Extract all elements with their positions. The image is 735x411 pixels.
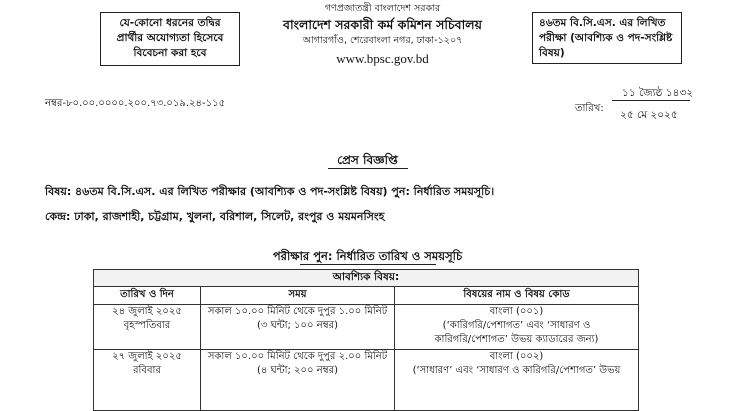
- website-link[interactable]: www.bpsc.gov.bd: [336, 51, 429, 66]
- exam-time: সকাল ১০.০০ মিনিট থেকে দুপুর ২.০০ মিনিট: [207, 351, 388, 362]
- col-header-subject: বিষয়ের নাম ও বিষয় কোড: [395, 287, 639, 305]
- subject-cell: [395, 350, 639, 411]
- subject-note: (‘সাধারণ’ এবং ‘সাধারণ ও কারিগরি/পেশাগত’ উভয়: [412, 365, 621, 376]
- date-cell: [94, 305, 201, 350]
- memo-number: নম্বর-৮০.০০.০০০০.২০০.৭৩.০১৯.২৪-১১৫: [45, 98, 226, 109]
- section-row: [94, 270, 639, 287]
- exam-schedule-table: [93, 269, 639, 411]
- schedule-underline: [300, 264, 436, 265]
- time-cell: [201, 350, 395, 411]
- exam-title-line: বিষয়): [539, 47, 565, 59]
- title-underline: [328, 168, 408, 169]
- table-row: [94, 350, 639, 411]
- date-gregorian: ২৫ মে ২০২৫: [620, 109, 678, 121]
- exam-duration: (৩ ঘন্টা; ১০০ নম্বর): [256, 320, 338, 331]
- subject-note: কারিগরি/পেশাগত’ উভয় ক্যাডারের জন্য): [434, 334, 599, 345]
- exam-time: সকাল ১০.০০ মিনিট থেকে দুপুর ১.০০ মিনিট: [207, 306, 388, 317]
- notice-line: যে-কোনো ধরনের তদ্বির: [119, 17, 221, 29]
- organization-address: আগারগাঁও, শেরেবাংলা নগর, ঢাকা-১২০৭: [302, 35, 463, 46]
- table-row: [94, 305, 639, 350]
- exam-date: ২৪ জুলাই ২০২৫: [112, 306, 182, 317]
- notice-line: বিবেচনা করা হবে: [133, 47, 207, 59]
- exam-title-line: পরীক্ষা (আবশ্যিক ও পদ-সংশ্লিষ্ট: [539, 32, 673, 44]
- exam-title-line: ৪৬তম বি.সি.এস. এর লিখিত: [539, 17, 666, 29]
- organization-name: বাংলাদেশ সরকারী কর্ম কমিশন সচিবালয়: [283, 17, 482, 32]
- subject-name: বাংলা (০০২): [489, 351, 544, 362]
- col-header-time: সময়: [201, 287, 395, 305]
- subject-note: (‘কারিগরি/পেশাগত’ এবং ‘সাধারণ ও: [442, 320, 591, 331]
- exam-title-box: [532, 12, 682, 64]
- exam-centers: কেন্দ্র: ঢাকা, রাজশাহী, চট্টগ্রাম, খুলনা, বরিশাল, সিলেট, রংপুর ও ময়মনসিংহ: [45, 210, 385, 223]
- notice-line: প্রার্থীর অযোগ্যতা হিসেবে: [116, 32, 224, 44]
- exam-day: রবিবার: [133, 365, 161, 376]
- exam-date: ২৭ জুলাই ২০২৫: [112, 351, 182, 362]
- subject-line: বিষয়: ৪৬তম বি.সি.এস. এর লিখিত পরীক্ষার (আবশ্যিক ও পদ-সংশ্লিষ্ট বিষয়) পুন: নির্ধারিত সময়সূচি।: [45, 185, 495, 198]
- time-cell: [201, 305, 395, 350]
- government-name: গণপ্রজাতন্ত্রী বাংলাদেশ সরকার: [324, 3, 441, 14]
- exam-duration: (৪ ঘন্টা; ২০০ নম্বর): [256, 365, 338, 376]
- date-divider: [612, 100, 690, 101]
- col-header-date: তারিখ ও দিন: [94, 287, 201, 305]
- disqualification-notice-box: [100, 12, 240, 66]
- subject-name: বাংলা (০০১): [489, 306, 544, 317]
- date-label: তারিখ:: [575, 103, 604, 114]
- date-cell: [94, 350, 201, 411]
- header-row: [94, 287, 639, 305]
- date-bangla: ১১ জ্যৈষ্ঠ ১৪৩২: [622, 87, 694, 99]
- section-heading: আবশ্যিক বিষয়:: [94, 270, 639, 287]
- schedule-title: পরীক্ষার পুন: নির্ধারিত তারিখ ও সময়সূচি: [272, 249, 463, 263]
- subject-cell: [395, 305, 639, 350]
- letterhead: [250, 2, 515, 70]
- press-release-title: প্রেস বিজ্ঞপ্তি: [337, 153, 398, 167]
- exam-day: বৃহস্পতিবার: [123, 320, 171, 331]
